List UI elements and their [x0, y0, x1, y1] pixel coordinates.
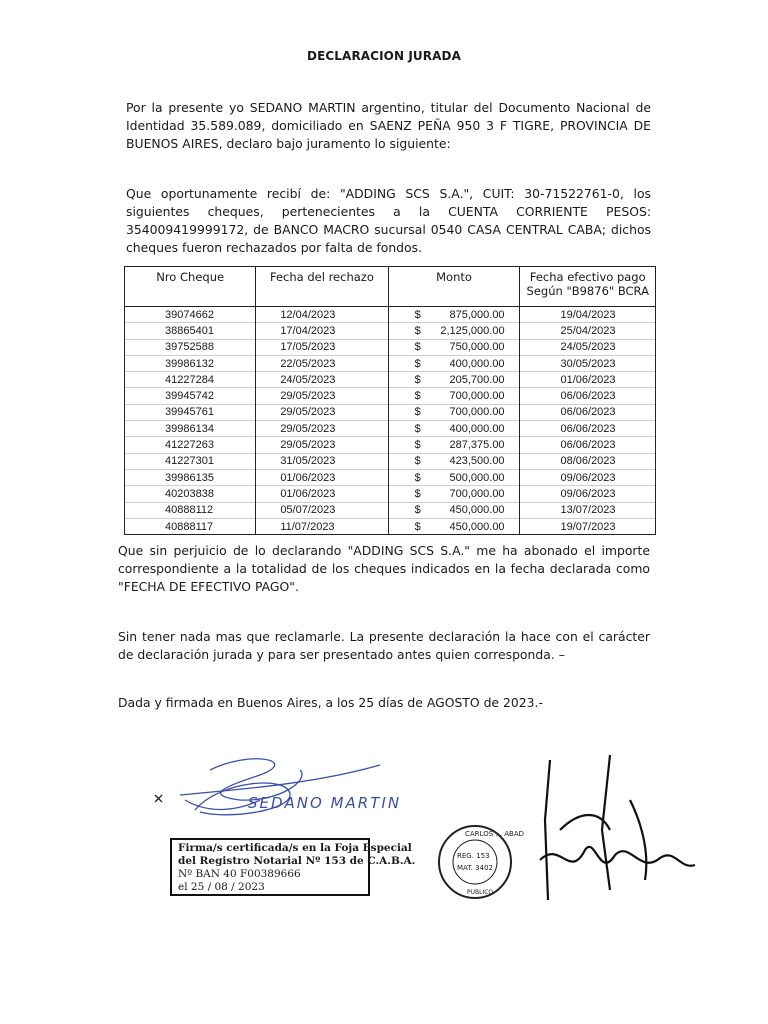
currency-symbol: $ [414, 390, 421, 403]
notary-seal [439, 826, 524, 898]
cheques-received-paragraph: Que oportunamente recibí de: "ADDING SCS S.A.", CUIT: 30-71522761-0, los siguientes cheques, pertenecientes a la CUENTA CORRIENTE PESOS: 354009419999172, de BANCO MACRO sucursal 0540 CASA CENTRAL CABA; dichos cheques fueron rechazados por falta de fondos. [126, 186, 651, 255]
stamp-line-2: del Registro Notarial Nº 153 de C.A.B.A. [178, 855, 416, 867]
cell-fecha-rechazo: 24/05/2023 [256, 372, 388, 388]
table-row [125, 518, 656, 534]
table-row [125, 355, 656, 371]
signed-date-paragraph: Dada y firmada en Buenos Aires, a los 25 días de AGOSTO de 2023.- [118, 695, 543, 710]
cell-monto [388, 307, 520, 323]
seal-mat-text: MAT. 3402 [457, 864, 493, 872]
cell-fecha-rechazo: 17/04/2023 [256, 323, 388, 339]
cell-fecha-pago: 19/04/2023 [520, 307, 656, 323]
notary-signature [540, 755, 695, 900]
cell-nro-cheque: 39945742 [125, 388, 256, 404]
cell-nro-cheque: 41227263 [125, 437, 256, 453]
cell-nro-cheque: 39986132 [125, 355, 256, 371]
stamp-line-3: Nº BAN 40 F00389666 [178, 868, 301, 880]
table-row [125, 307, 656, 323]
cell-nro-cheque: 40888117 [125, 518, 256, 534]
cell-fecha-pago: 06/06/2023 [520, 421, 656, 437]
table-row [125, 486, 656, 502]
currency-symbol: $ [414, 406, 421, 419]
cell-fecha-rechazo: 29/05/2023 [256, 421, 388, 437]
cell-fecha-rechazo: 01/06/2023 [256, 486, 388, 502]
table-row [125, 421, 656, 437]
cell-nro-cheque: 40203838 [125, 486, 256, 502]
document-title: DECLARACION JURADA [307, 49, 461, 63]
cell-fecha-rechazo: 12/04/2023 [256, 307, 388, 323]
currency-symbol: $ [414, 471, 421, 484]
cell-nro-cheque: 39986134 [125, 421, 256, 437]
cell-fecha-pago: 25/04/2023 [520, 323, 656, 339]
seal-reg-text: REG. 153 [457, 852, 490, 860]
amount-value: 700,000.00 [449, 406, 505, 419]
cell-fecha-pago: 08/06/2023 [520, 453, 656, 469]
cell-monto [388, 355, 520, 371]
cell-monto [388, 404, 520, 420]
currency-symbol: $ [414, 357, 421, 370]
cell-fecha-pago: 30/05/2023 [520, 355, 656, 371]
cell-fecha-pago: 06/06/2023 [520, 437, 656, 453]
cell-nro-cheque: 38865401 [125, 323, 256, 339]
header-monto: Monto [388, 267, 520, 307]
cell-monto [388, 339, 520, 355]
cell-nro-cheque: 39752588 [125, 339, 256, 355]
header-fecha-pago-line2: Según "B9876" BCRA [526, 284, 649, 298]
header-nro-cheque: Nro Cheque [125, 267, 256, 307]
amount-value: 400,000.00 [449, 357, 505, 370]
cell-fecha-rechazo: 22/05/2023 [256, 355, 388, 371]
cell-nro-cheque: 41227284 [125, 372, 256, 388]
amount-value: 700,000.00 [449, 487, 505, 500]
amount-value: 450,000.00 [449, 504, 505, 517]
cell-monto [388, 372, 520, 388]
currency-symbol: $ [414, 324, 421, 337]
amount-value: 205,700.00 [449, 373, 505, 386]
cell-fecha-pago: 06/06/2023 [520, 404, 656, 420]
stamp-line-4: el 25 / 08 / 2023 [178, 881, 265, 893]
cell-fecha-pago: 06/06/2023 [520, 388, 656, 404]
payment-paragraph: Que sin perjuicio de lo declarando "ADDING SCS S.A." me ha abonado el importe correspondiente a la totalidad de los cheques indicados en la fecha declarada como "FECHA DE EFECTIVO PAGO". [118, 543, 650, 594]
declarant-paragraph: Por la presente yo SEDANO MARTIN argentino, titular del Documento Nacional de Identidad 35.589.089, domiciliado en SAENZ PEÑA 950 3 F TIGRE, PROVINCIA DE BUENOS AIRES, declaro bajo juramento lo siguiente: [126, 100, 651, 151]
cell-nro-cheque: 40888112 [125, 502, 256, 518]
cell-monto [388, 323, 520, 339]
currency-symbol: $ [414, 422, 421, 435]
table-row [125, 372, 656, 388]
stamp-line-1: Firma/s certificada/s en la Foja Especial [178, 842, 412, 854]
table-row [125, 388, 656, 404]
cell-monto [388, 437, 520, 453]
cell-fecha-pago: 13/07/2023 [520, 502, 656, 518]
table-row [125, 437, 656, 453]
cell-monto [388, 486, 520, 502]
amount-value: 750,000.00 [449, 341, 505, 354]
table-row [125, 502, 656, 518]
header-fecha-pago [520, 267, 656, 307]
cell-fecha-rechazo: 31/05/2023 [256, 453, 388, 469]
cell-nro-cheque: 39945761 [125, 404, 256, 420]
cell-monto [388, 453, 520, 469]
cell-fecha-rechazo: 05/07/2023 [256, 502, 388, 518]
cell-fecha-rechazo: 11/07/2023 [256, 518, 388, 534]
cell-fecha-rechazo: 29/05/2023 [256, 437, 388, 453]
table-row [125, 469, 656, 485]
currency-symbol: $ [414, 455, 421, 468]
currency-symbol: $ [414, 439, 421, 452]
amount-value: 875,000.00 [449, 308, 505, 321]
cell-nro-cheque: 39986135 [125, 469, 256, 485]
amount-value: 700,000.00 [449, 390, 505, 403]
no-claims-paragraph: Sin tener nada mas que reclamarle. La presente declaración la hace con el carácter de declaración jurada y para ser presentado antes quien corresponda. – [118, 629, 650, 662]
table-row [125, 453, 656, 469]
cell-fecha-pago: 19/07/2023 [520, 518, 656, 534]
amount-value: 2,125,000.00 [440, 324, 505, 337]
signature-name: SEDANO MARTIN [248, 794, 402, 812]
amount-value: 450,000.00 [449, 520, 505, 533]
cell-fecha-pago: 09/06/2023 [520, 469, 656, 485]
table-row [125, 323, 656, 339]
cell-nro-cheque: 41227301 [125, 453, 256, 469]
cell-monto [388, 502, 520, 518]
cell-fecha-pago: 24/05/2023 [520, 339, 656, 355]
currency-symbol: $ [414, 341, 421, 354]
table-row [125, 404, 656, 420]
amount-value: 287,375.00 [449, 439, 505, 452]
currency-symbol: $ [414, 504, 421, 517]
cell-monto [388, 421, 520, 437]
cell-fecha-rechazo: 17/05/2023 [256, 339, 388, 355]
cell-nro-cheque: 39074662 [125, 307, 256, 323]
table-row [125, 339, 656, 355]
currency-symbol: $ [414, 487, 421, 500]
cell-monto [388, 388, 520, 404]
header-fecha-pago-line1: Fecha efectivo pago [529, 270, 646, 284]
amount-value: 500,000.00 [449, 471, 505, 484]
amount-value: 423,500.00 [449, 455, 505, 468]
cheques-table [124, 266, 656, 535]
currency-symbol: $ [414, 373, 421, 386]
certification-stamp [170, 838, 416, 896]
seal-bottom-text: PUBLICO [467, 889, 494, 896]
cell-fecha-rechazo: 29/05/2023 [256, 388, 388, 404]
cell-monto [388, 469, 520, 485]
seal-top-text: CARLOS ... ABAD [465, 830, 525, 838]
cell-fecha-rechazo: 01/06/2023 [256, 469, 388, 485]
header-fecha-rechazo: Fecha del rechazo [256, 267, 388, 307]
cell-monto [388, 518, 520, 534]
cell-fecha-pago: 09/06/2023 [520, 486, 656, 502]
table-header-row [125, 267, 656, 307]
currency-symbol: $ [414, 520, 421, 533]
cell-fecha-pago: 01/06/2023 [520, 372, 656, 388]
cell-fecha-rechazo: 29/05/2023 [256, 404, 388, 420]
amount-value: 400,000.00 [449, 422, 505, 435]
currency-symbol: $ [414, 308, 421, 321]
